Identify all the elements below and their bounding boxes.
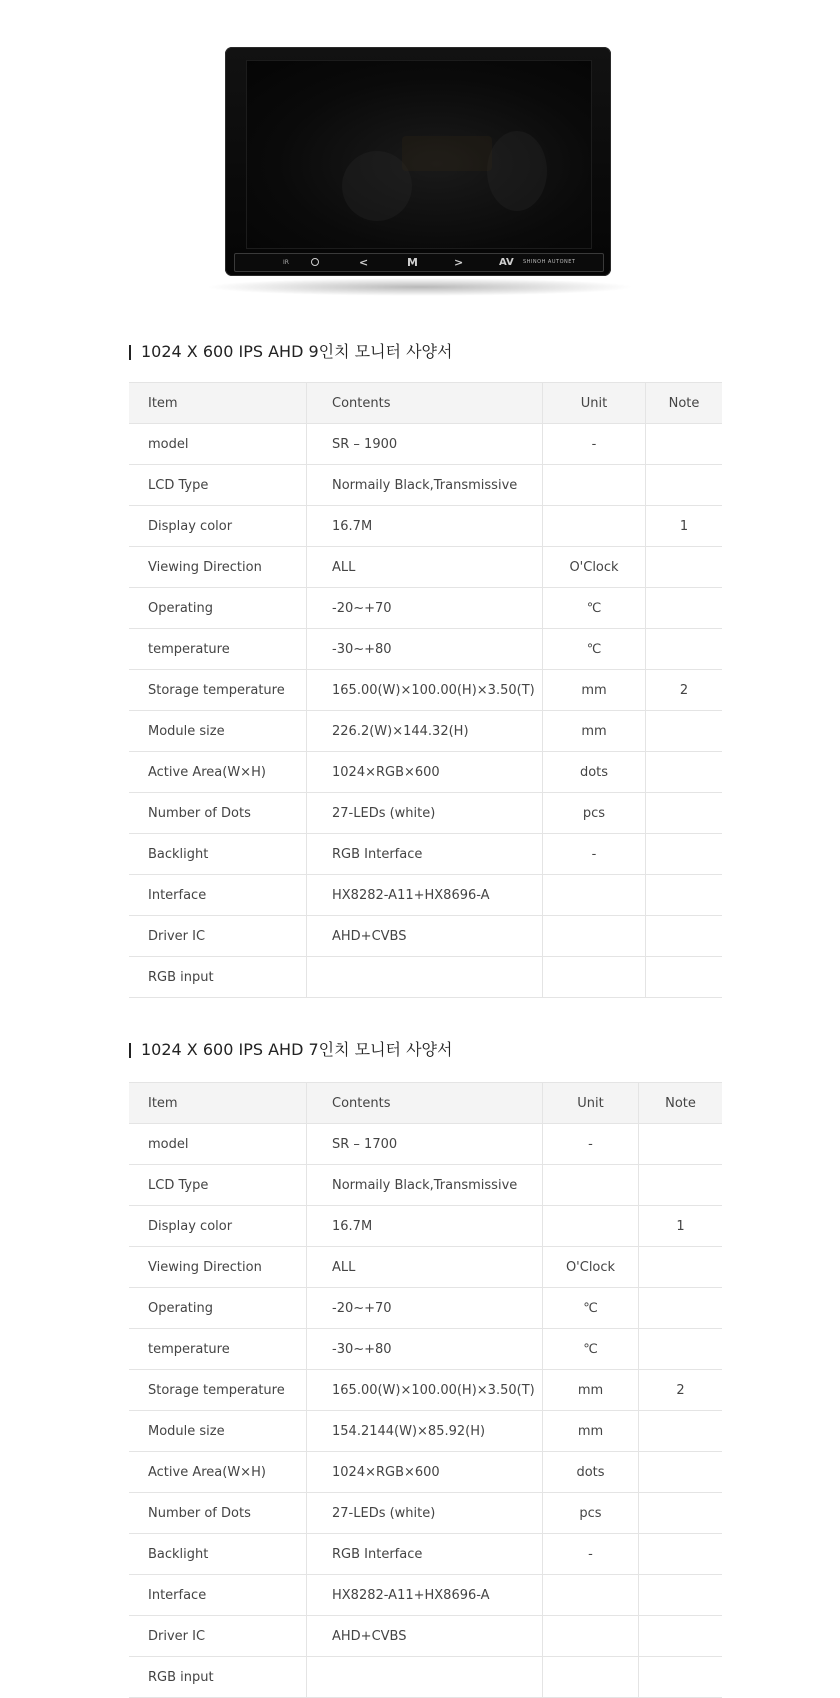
table-row bbox=[129, 957, 722, 998]
cell-item: Module size bbox=[129, 711, 307, 752]
cell-note bbox=[646, 588, 723, 629]
cell-item: Viewing Direction bbox=[129, 1247, 307, 1288]
table-header-row bbox=[129, 383, 722, 424]
cell-note bbox=[639, 1534, 723, 1575]
header-cell-unit: Unit bbox=[543, 1083, 639, 1124]
cell-note bbox=[639, 1452, 723, 1493]
cell-unit: ℃ bbox=[543, 1288, 639, 1329]
cell-contents: 1024×RGB×600 bbox=[307, 752, 543, 793]
cell-note: 2 bbox=[646, 670, 723, 711]
table-row bbox=[129, 916, 722, 957]
cell-contents: 154.2144(W)×85.92(H) bbox=[307, 1411, 543, 1452]
table-row bbox=[129, 793, 722, 834]
section-title-text: 1024 X 600 IPS AHD 7인치 모니터 사양서 bbox=[141, 1040, 453, 1059]
cell-unit: mm bbox=[543, 1370, 639, 1411]
cell-unit: ℃ bbox=[543, 629, 646, 670]
monitor-screen bbox=[246, 60, 592, 249]
cell-contents: 165.00(W)×100.00(H)×3.50(T) bbox=[307, 670, 543, 711]
cell-item: Viewing Direction bbox=[129, 547, 307, 588]
table-row bbox=[129, 1657, 722, 1698]
cell-contents: 27-LEDs (white) bbox=[307, 1493, 543, 1534]
cell-item: Storage temperature bbox=[129, 1370, 307, 1411]
table-row bbox=[129, 506, 722, 547]
cell-item: Display color bbox=[129, 506, 307, 547]
cell-note bbox=[639, 1657, 723, 1698]
table-row bbox=[129, 1124, 722, 1165]
header-cell-item: Item bbox=[129, 383, 307, 424]
cell-note bbox=[646, 424, 723, 465]
header-cell-contents: Contents bbox=[307, 1083, 543, 1124]
table-row bbox=[129, 1616, 722, 1657]
monitor-body bbox=[225, 47, 611, 276]
cell-item: Active Area(W×H) bbox=[129, 752, 307, 793]
cell-contents: -20~+70 bbox=[307, 1288, 543, 1329]
cell-unit: - bbox=[543, 1534, 639, 1575]
cell-unit bbox=[543, 875, 646, 916]
header-cell-unit: Unit bbox=[543, 383, 646, 424]
cell-unit: mm bbox=[543, 670, 646, 711]
brand-logo: SHINOH AUTONET bbox=[523, 259, 576, 265]
cell-note bbox=[639, 1493, 723, 1534]
cell-contents: 165.00(W)×100.00(H)×3.50(T) bbox=[307, 1370, 543, 1411]
cell-note: 1 bbox=[639, 1206, 723, 1247]
table-row bbox=[129, 875, 722, 916]
table-row bbox=[129, 465, 722, 506]
table-row bbox=[129, 670, 722, 711]
cell-unit: mm bbox=[543, 711, 646, 752]
cell-note bbox=[646, 711, 723, 752]
cell-item: Backlight bbox=[129, 1534, 307, 1575]
cell-contents: -30~+80 bbox=[307, 629, 543, 670]
table-row bbox=[129, 588, 722, 629]
product-image bbox=[195, 40, 645, 300]
cell-note bbox=[639, 1165, 723, 1206]
cell-note bbox=[639, 1288, 723, 1329]
cell-note bbox=[646, 957, 723, 998]
table-row bbox=[129, 1370, 722, 1411]
table-row bbox=[129, 1493, 722, 1534]
header-cell-note: Note bbox=[646, 383, 723, 424]
cell-contents: Normaily Black,Transmissive bbox=[307, 1165, 543, 1206]
table-row bbox=[129, 1288, 722, 1329]
title-bar-icon bbox=[129, 1043, 131, 1058]
cell-note bbox=[646, 465, 723, 506]
cell-item: Module size bbox=[129, 1411, 307, 1452]
power-icon bbox=[309, 254, 321, 271]
cell-unit: dots bbox=[543, 752, 646, 793]
cell-unit: O'Clock bbox=[543, 1247, 639, 1288]
cell-item: LCD Type bbox=[129, 1165, 307, 1206]
cell-contents: 1024×RGB×600 bbox=[307, 1452, 543, 1493]
cell-note bbox=[646, 752, 723, 793]
cell-note: 2 bbox=[639, 1370, 723, 1411]
table-row bbox=[129, 629, 722, 670]
right-button-label: > bbox=[454, 256, 464, 269]
monitor-button-bar bbox=[234, 253, 604, 272]
table-row bbox=[129, 547, 722, 588]
screen-reflection bbox=[487, 131, 547, 211]
cell-unit bbox=[543, 1206, 639, 1247]
cell-note bbox=[639, 1247, 723, 1288]
cell-contents: 16.7M bbox=[307, 1206, 543, 1247]
cell-note: 1 bbox=[646, 506, 723, 547]
title-bar-icon bbox=[129, 345, 131, 360]
monitor-shadow bbox=[205, 278, 635, 296]
menu-button-label: M bbox=[407, 256, 418, 269]
cell-contents bbox=[307, 957, 543, 998]
cell-unit: dots bbox=[543, 1452, 639, 1493]
cell-note bbox=[646, 793, 723, 834]
cell-unit: - bbox=[543, 834, 646, 875]
header-cell-item: Item bbox=[129, 1083, 307, 1124]
cell-unit bbox=[543, 1165, 639, 1206]
cell-unit: - bbox=[543, 424, 646, 465]
cell-note bbox=[646, 875, 723, 916]
cell-unit: ℃ bbox=[543, 1329, 639, 1370]
table-row bbox=[129, 424, 722, 465]
cell-unit: mm bbox=[543, 1411, 639, 1452]
cell-contents bbox=[307, 1657, 543, 1698]
cell-contents: Normaily Black,Transmissive bbox=[307, 465, 543, 506]
spec-table-7inch bbox=[129, 1082, 722, 1698]
cell-item: temperature bbox=[129, 629, 307, 670]
cell-note bbox=[646, 629, 723, 670]
cell-item: Active Area(W×H) bbox=[129, 1452, 307, 1493]
cell-contents: SR – 1900 bbox=[307, 424, 543, 465]
cell-note bbox=[639, 1329, 723, 1370]
cell-item: RGB input bbox=[129, 1657, 307, 1698]
table-row bbox=[129, 834, 722, 875]
table-row bbox=[129, 1411, 722, 1452]
table-row bbox=[129, 1206, 722, 1247]
screen-reflection bbox=[402, 136, 492, 171]
table-row bbox=[129, 1534, 722, 1575]
cell-contents: ALL bbox=[307, 1247, 543, 1288]
cell-item: Display color bbox=[129, 1206, 307, 1247]
cell-contents: HX8282-A11+HX8696-A bbox=[307, 1575, 543, 1616]
table-row bbox=[129, 752, 722, 793]
cell-contents: 27-LEDs (white) bbox=[307, 793, 543, 834]
table-row bbox=[129, 711, 722, 752]
cell-item: Driver IC bbox=[129, 1616, 307, 1657]
cell-item: Driver IC bbox=[129, 916, 307, 957]
table-row bbox=[129, 1247, 722, 1288]
cell-item: model bbox=[129, 424, 307, 465]
cell-unit bbox=[543, 506, 646, 547]
cell-item: RGB input bbox=[129, 957, 307, 998]
cell-contents: RGB Interface bbox=[307, 1534, 543, 1575]
cell-note bbox=[646, 916, 723, 957]
cell-item: Operating bbox=[129, 1288, 307, 1329]
cell-item: Storage temperature bbox=[129, 670, 307, 711]
cell-unit bbox=[543, 1616, 639, 1657]
cell-contents: AHD+CVBS bbox=[307, 1616, 543, 1657]
cell-unit: - bbox=[543, 1124, 639, 1165]
cell-unit: O'Clock bbox=[543, 547, 646, 588]
cell-contents: RGB Interface bbox=[307, 834, 543, 875]
cell-item: LCD Type bbox=[129, 465, 307, 506]
cell-contents: ALL bbox=[307, 547, 543, 588]
left-button-label: < bbox=[359, 256, 369, 269]
cell-unit bbox=[543, 1575, 639, 1616]
cell-item: Backlight bbox=[129, 834, 307, 875]
table-row bbox=[129, 1452, 722, 1493]
cell-note bbox=[639, 1411, 723, 1452]
ir-sensor-label: IR bbox=[283, 259, 289, 266]
table-header-row bbox=[129, 1083, 722, 1124]
cell-item: Interface bbox=[129, 1575, 307, 1616]
cell-unit bbox=[543, 957, 646, 998]
cell-note bbox=[646, 547, 723, 588]
cell-unit bbox=[543, 1657, 639, 1698]
cell-contents: 226.2(W)×144.32(H) bbox=[307, 711, 543, 752]
cell-contents: AHD+CVBS bbox=[307, 916, 543, 957]
cell-unit bbox=[543, 916, 646, 957]
table-row bbox=[129, 1575, 722, 1616]
table-row bbox=[129, 1165, 722, 1206]
cell-item: Number of Dots bbox=[129, 793, 307, 834]
cell-item: temperature bbox=[129, 1329, 307, 1370]
cell-note bbox=[646, 834, 723, 875]
cell-item: model bbox=[129, 1124, 307, 1165]
table-row bbox=[129, 1329, 722, 1370]
cell-note bbox=[639, 1616, 723, 1657]
cell-contents: -20~+70 bbox=[307, 588, 543, 629]
section-title-text: 1024 X 600 IPS AHD 9인치 모니터 사양서 bbox=[141, 342, 453, 361]
av-button-label: AV bbox=[499, 257, 514, 268]
header-cell-contents: Contents bbox=[307, 383, 543, 424]
cell-item: Number of Dots bbox=[129, 1493, 307, 1534]
header-cell-note: Note bbox=[639, 1083, 723, 1124]
cell-item: Interface bbox=[129, 875, 307, 916]
spec-table-9inch bbox=[129, 382, 722, 998]
cell-unit: pcs bbox=[543, 793, 646, 834]
cell-contents: -30~+80 bbox=[307, 1329, 543, 1370]
cell-item: Operating bbox=[129, 588, 307, 629]
cell-note bbox=[639, 1575, 723, 1616]
cell-unit bbox=[543, 465, 646, 506]
cell-contents: SR – 1700 bbox=[307, 1124, 543, 1165]
cell-contents: HX8282-A11+HX8696-A bbox=[307, 875, 543, 916]
cell-unit: ℃ bbox=[543, 588, 646, 629]
cell-note bbox=[639, 1124, 723, 1165]
cell-contents: 16.7M bbox=[307, 506, 543, 547]
cell-unit: pcs bbox=[543, 1493, 639, 1534]
